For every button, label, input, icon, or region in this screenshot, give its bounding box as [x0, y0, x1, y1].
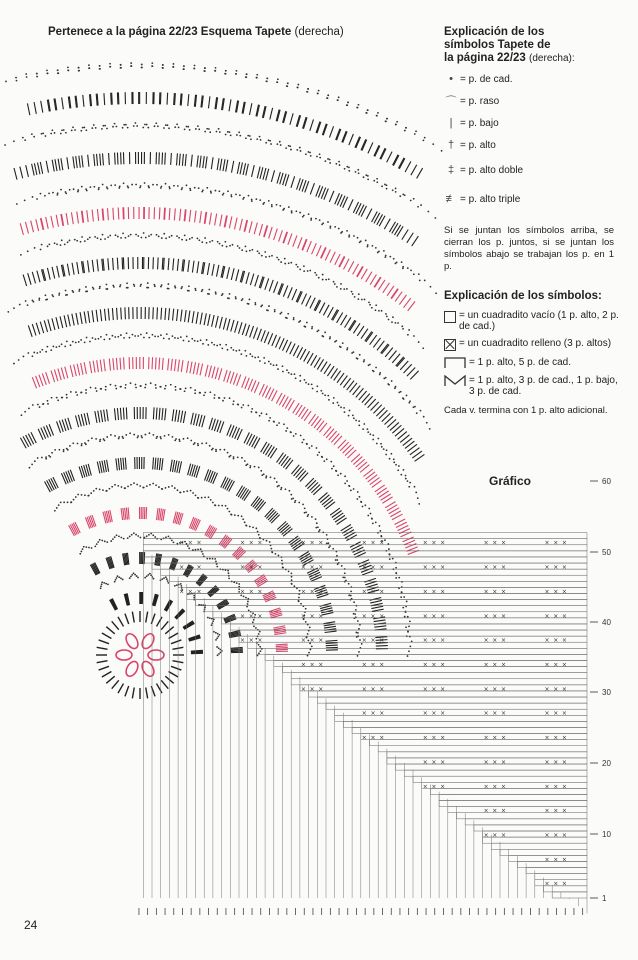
- chart-row-label: 60: [602, 477, 611, 486]
- svg-text:×: ×: [553, 539, 559, 547]
- svg-text:×: ×: [553, 783, 559, 791]
- svg-text:×: ×: [561, 807, 567, 815]
- svg-text:×: ×: [544, 783, 550, 791]
- svg-text:×: ×: [492, 783, 498, 791]
- svg-text:×: ×: [300, 685, 306, 693]
- legend-item-single: | = p. bajo: [444, 115, 614, 131]
- svg-text:×: ×: [561, 637, 567, 645]
- svg-text:×: ×: [483, 758, 489, 766]
- slip-stitch-icon: ⌒: [445, 96, 457, 108]
- svg-text:×: ×: [361, 710, 367, 718]
- chart-row-label: 30: [602, 688, 611, 697]
- svg-text:×: ×: [431, 588, 437, 596]
- svg-text:×: ×: [544, 685, 550, 693]
- svg-text:×: ×: [370, 685, 376, 693]
- svg-text:×: ×: [501, 685, 507, 693]
- svg-text:×: ×: [440, 539, 446, 547]
- svg-text:×: ×: [196, 564, 202, 572]
- svg-text:×: ×: [561, 734, 567, 742]
- svg-text:×: ×: [440, 564, 446, 572]
- svg-text:×: ×: [248, 588, 254, 596]
- svg-text:×: ×: [257, 612, 263, 620]
- svg-text:×: ×: [361, 685, 367, 693]
- svg-text:×: ×: [544, 832, 550, 840]
- svg-text:×: ×: [318, 637, 324, 645]
- svg-text:×: ×: [501, 539, 507, 547]
- svg-text:×: ×: [501, 734, 507, 742]
- svg-text:×: ×: [422, 758, 428, 766]
- svg-text:×: ×: [179, 588, 185, 596]
- svg-text:×: ×: [440, 734, 446, 742]
- svg-text:×: ×: [361, 612, 367, 620]
- page-title: Pertenece a la página 22/23 Esquema Tapete (derecha): [48, 26, 344, 38]
- svg-text:×: ×: [196, 588, 202, 596]
- svg-text:×: ×: [431, 734, 437, 742]
- svg-text:×: ×: [431, 710, 437, 718]
- chart-row-label: 20: [602, 759, 611, 768]
- svg-text:×: ×: [379, 710, 385, 718]
- svg-text:×: ×: [440, 758, 446, 766]
- svg-text:×: ×: [370, 661, 376, 669]
- svg-text:×: ×: [300, 539, 306, 547]
- svg-text:×: ×: [257, 564, 263, 572]
- svg-text:×: ×: [431, 637, 437, 645]
- svg-text:×: ×: [379, 637, 385, 645]
- svg-text:×: ×: [561, 832, 567, 840]
- svg-text:×: ×: [422, 661, 428, 669]
- svg-text:×: ×: [501, 807, 507, 815]
- svg-text:×: ×: [370, 734, 376, 742]
- svg-text:×: ×: [309, 588, 315, 596]
- svg-text:×: ×: [361, 588, 367, 596]
- svg-text:×: ×: [179, 564, 185, 572]
- svg-text:×: ×: [422, 612, 428, 620]
- svg-text:×: ×: [553, 661, 559, 669]
- svg-text:×: ×: [422, 539, 428, 547]
- svg-text:×: ×: [561, 710, 567, 718]
- svg-text:×: ×: [300, 637, 306, 645]
- chart-row-label: 40: [602, 618, 611, 627]
- svg-text:×: ×: [561, 564, 567, 572]
- single-crochet-icon: |: [449, 117, 453, 129]
- svg-text:×: ×: [501, 564, 507, 572]
- legend-title: Explicación de los símbolos Tapete de la página 22/23 (derecha):: [444, 26, 575, 64]
- svg-text:×: ×: [361, 661, 367, 669]
- svg-text:×: ×: [544, 880, 550, 888]
- svg-text:×: ×: [300, 661, 306, 669]
- svg-text:×: ×: [422, 588, 428, 596]
- svg-text:×: ×: [561, 856, 567, 864]
- svg-text:×: ×: [483, 783, 489, 791]
- svg-text:×: ×: [492, 637, 498, 645]
- svg-text:×: ×: [544, 856, 550, 864]
- svg-text:×: ×: [309, 637, 315, 645]
- legend-item-slip: ⌒ = p. raso: [444, 93, 614, 109]
- svg-text:×: ×: [492, 710, 498, 718]
- svg-text:×: ×: [553, 685, 559, 693]
- svg-text:×: ×: [440, 661, 446, 669]
- svg-text:×: ×: [379, 564, 385, 572]
- svg-text:×: ×: [309, 661, 315, 669]
- svg-text:×: ×: [318, 661, 324, 669]
- svg-text:×: ×: [379, 661, 385, 669]
- svg-text:×: ×: [422, 734, 428, 742]
- svg-text:×: ×: [492, 758, 498, 766]
- svg-text:×: ×: [440, 612, 446, 620]
- svg-text:×: ×: [553, 832, 559, 840]
- chart-row-label: 1: [602, 894, 607, 903]
- svg-text:×: ×: [492, 588, 498, 596]
- chart-row-label: 50: [602, 548, 611, 557]
- legend2-bar: = 1 p. alto, 5 p. de cad.: [444, 357, 619, 369]
- svg-text:×: ×: [431, 758, 437, 766]
- svg-text:×: ×: [318, 685, 324, 693]
- svg-text:×: ×: [483, 661, 489, 669]
- chain-stitch-icon: •: [449, 73, 453, 85]
- svg-text:×: ×: [379, 612, 385, 620]
- legend-item-double: † = p. alto: [444, 137, 614, 153]
- svg-text:×: ×: [240, 539, 246, 547]
- joining-note: Si se juntan los símbolos arriba, se cierran los p. juntos, si se juntan los símbolos abajo se trabajan los p. en 1 p.: [444, 225, 614, 272]
- svg-text:×: ×: [440, 783, 446, 791]
- chart-row-label: 10: [602, 830, 611, 839]
- svg-text:×: ×: [553, 710, 559, 718]
- svg-text:×: ×: [501, 783, 507, 791]
- svg-text:×: ×: [483, 807, 489, 815]
- svg-text:×: ×: [483, 734, 489, 742]
- svg-text:×: ×: [483, 588, 489, 596]
- svg-text:×: ×: [187, 564, 193, 572]
- svg-text:×: ×: [431, 564, 437, 572]
- svg-text:×: ×: [422, 564, 428, 572]
- svg-text:×: ×: [431, 661, 437, 669]
- svg-text:×: ×: [361, 734, 367, 742]
- svg-text:×: ×: [431, 783, 437, 791]
- legend-item-treble: ‡ = p. alto doble: [444, 159, 614, 181]
- legend-item-chain: • = p. de cad.: [444, 71, 614, 87]
- svg-text:×: ×: [257, 539, 263, 547]
- svg-text:×: ×: [248, 612, 254, 620]
- svg-text:×: ×: [422, 710, 428, 718]
- svg-text:×: ×: [379, 734, 385, 742]
- double-crochet-icon: †: [447, 139, 455, 151]
- row-end-note: Cada v. termina con 1 p. alto adicional.: [444, 405, 608, 416]
- filet-chart: [139, 533, 587, 915]
- svg-text:×: ×: [561, 661, 567, 669]
- triple-crochet-icon: ≢: [445, 193, 457, 205]
- svg-text:×: ×: [492, 612, 498, 620]
- svg-text:×: ×: [370, 637, 376, 645]
- svg-text:×: ×: [544, 807, 550, 815]
- svg-text:×: ×: [440, 637, 446, 645]
- svg-text:×: ×: [544, 588, 550, 596]
- svg-text:×: ×: [544, 637, 550, 645]
- page-number: 24: [24, 918, 38, 932]
- svg-text:×: ×: [309, 564, 315, 572]
- legend2-title: Explicación de los símbolos:: [444, 290, 602, 302]
- svg-text:×: ×: [179, 539, 185, 547]
- legend2-lacet: = 1 p. alto, 3 p. de cad., 1 p. bajo, 3 p. de cad.: [444, 375, 619, 397]
- svg-text:×: ×: [544, 612, 550, 620]
- svg-text:×: ×: [422, 637, 428, 645]
- svg-text:×: ×: [553, 880, 559, 888]
- svg-text:×: ×: [300, 588, 306, 596]
- svg-text:×: ×: [248, 637, 254, 645]
- svg-text:×: ×: [553, 856, 559, 864]
- svg-text:×: ×: [561, 880, 567, 888]
- svg-text:×: ×: [379, 685, 385, 693]
- svg-text:×: ×: [561, 612, 567, 620]
- svg-text:×: ×: [422, 783, 428, 791]
- svg-text:×: ×: [370, 564, 376, 572]
- svg-text:×: ×: [483, 637, 489, 645]
- svg-text:×: ×: [492, 685, 498, 693]
- svg-text:×: ×: [553, 637, 559, 645]
- svg-text:×: ×: [492, 734, 498, 742]
- doily-pattern: [0, 62, 442, 699]
- svg-text:×: ×: [501, 588, 507, 596]
- svg-text:×: ×: [544, 539, 550, 547]
- svg-text:×: ×: [422, 685, 428, 693]
- svg-text:×: ×: [257, 637, 263, 645]
- treble-crochet-icon: ‡: [447, 164, 455, 176]
- svg-text:×: ×: [379, 588, 385, 596]
- svg-text:×: ×: [553, 807, 559, 815]
- svg-text:×: ×: [370, 612, 376, 620]
- svg-text:×: ×: [501, 758, 507, 766]
- svg-text:×: ×: [492, 661, 498, 669]
- svg-text:×: ×: [379, 539, 385, 547]
- legend-item-triple: ≢ = p. alto triple: [445, 193, 521, 205]
- svg-text:×: ×: [431, 685, 437, 693]
- svg-text:×: ×: [187, 588, 193, 596]
- svg-text:×: ×: [257, 588, 263, 596]
- svg-text:×: ×: [483, 685, 489, 693]
- svg-text:×: ×: [483, 612, 489, 620]
- legend2-empty-square: = un cuadradito vacío (1 p. alto, 2 p. de cad.): [444, 310, 619, 332]
- svg-text:×: ×: [309, 539, 315, 547]
- svg-text:×: ×: [492, 807, 498, 815]
- svg-text:×: ×: [492, 832, 498, 840]
- svg-text:×: ×: [544, 661, 550, 669]
- svg-text:×: ×: [440, 710, 446, 718]
- legend2-filled-square: = un cuadradito relleno (3 p. altos): [444, 338, 619, 351]
- svg-text:×: ×: [361, 539, 367, 547]
- svg-text:×: ×: [553, 758, 559, 766]
- svg-text:×: ×: [361, 564, 367, 572]
- svg-text:×: ×: [553, 564, 559, 572]
- svg-text:×: ×: [501, 612, 507, 620]
- svg-text:×: ×: [196, 539, 202, 547]
- svg-text:×: ×: [240, 637, 246, 645]
- svg-text:×: ×: [553, 588, 559, 596]
- svg-text:×: ×: [544, 758, 550, 766]
- svg-text:×: ×: [370, 588, 376, 596]
- svg-text:×: ×: [553, 734, 559, 742]
- svg-text:×: ×: [561, 783, 567, 791]
- svg-text:×: ×: [361, 637, 367, 645]
- svg-text:×: ×: [483, 710, 489, 718]
- svg-text:×: ×: [300, 612, 306, 620]
- svg-text:×: ×: [309, 612, 315, 620]
- svg-text:×: ×: [501, 832, 507, 840]
- svg-text:×: ×: [370, 710, 376, 718]
- svg-text:×: ×: [431, 539, 437, 547]
- svg-text:×: ×: [300, 564, 306, 572]
- chart-label: Gráfico: [489, 474, 532, 488]
- svg-text:×: ×: [370, 539, 376, 547]
- svg-text:×: ×: [561, 685, 567, 693]
- svg-text:×: ×: [561, 539, 567, 547]
- svg-text:×: ×: [483, 564, 489, 572]
- svg-text:×: ×: [318, 612, 324, 620]
- svg-text:×: ×: [240, 564, 246, 572]
- svg-text:×: ×: [240, 612, 246, 620]
- svg-text:×: ×: [248, 539, 254, 547]
- svg-text:×: ×: [501, 637, 507, 645]
- svg-text:×: ×: [431, 612, 437, 620]
- svg-text:×: ×: [483, 539, 489, 547]
- svg-text:×: ×: [440, 685, 446, 693]
- svg-text:×: ×: [561, 588, 567, 596]
- svg-text:×: ×: [483, 832, 489, 840]
- svg-text:×: ×: [492, 539, 498, 547]
- svg-text:×: ×: [544, 710, 550, 718]
- svg-text:×: ×: [501, 661, 507, 669]
- svg-text:×: ×: [440, 588, 446, 596]
- svg-text:×: ×: [544, 734, 550, 742]
- svg-text:×: ×: [544, 564, 550, 572]
- svg-text:×: ×: [553, 612, 559, 620]
- svg-text:×: ×: [248, 564, 254, 572]
- svg-text:×: ×: [318, 539, 324, 547]
- svg-text:×: ×: [492, 564, 498, 572]
- svg-text:×: ×: [561, 758, 567, 766]
- svg-text:×: ×: [318, 564, 324, 572]
- svg-text:×: ×: [309, 685, 315, 693]
- svg-text:×: ×: [187, 539, 193, 547]
- svg-text:×: ×: [240, 588, 246, 596]
- svg-text:×: ×: [318, 588, 324, 596]
- svg-text:×: ×: [501, 710, 507, 718]
